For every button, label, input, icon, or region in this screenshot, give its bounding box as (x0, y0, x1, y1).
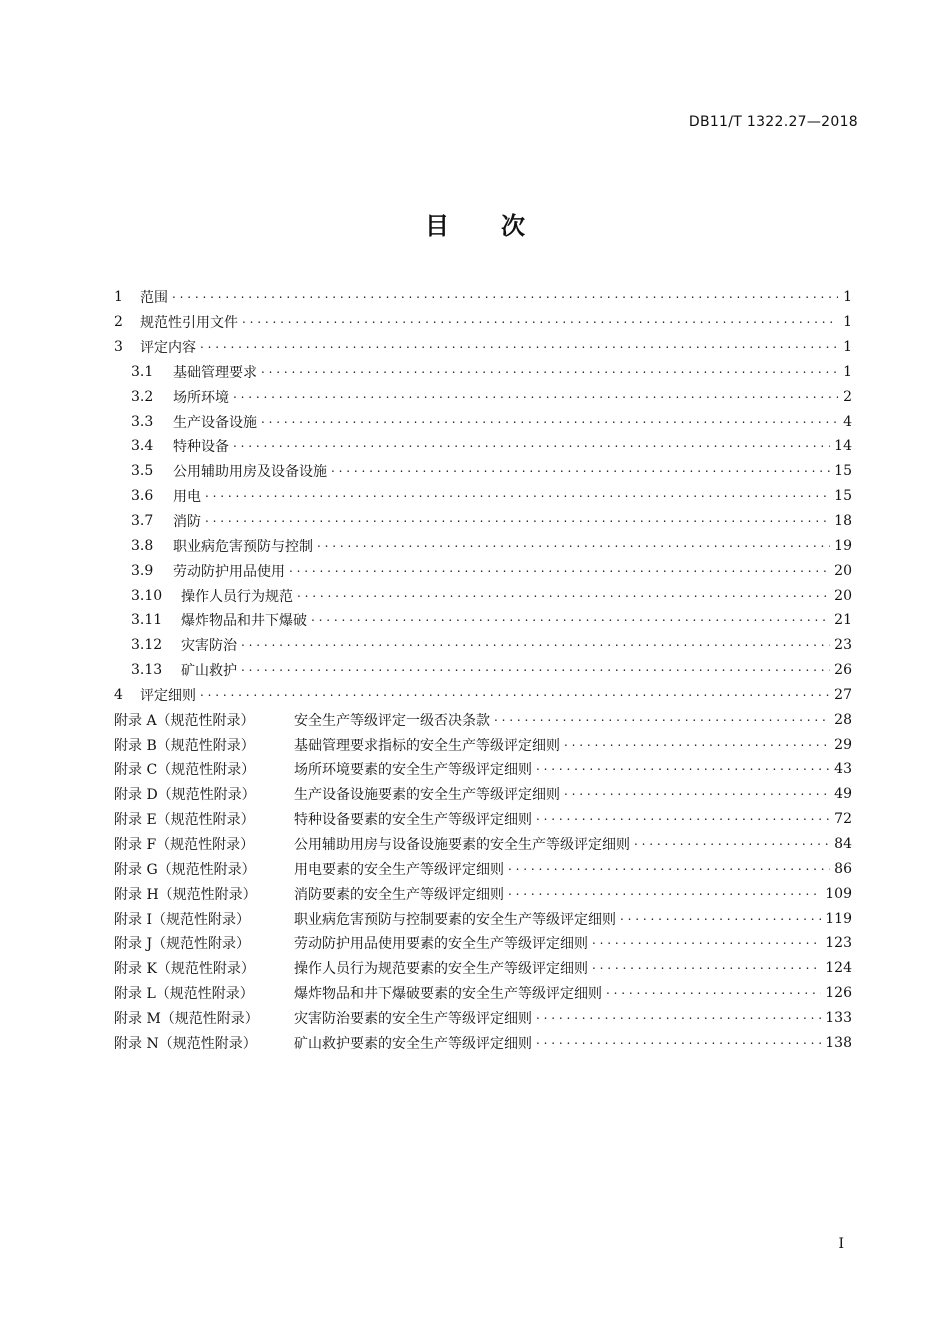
toc-entry-label: 评定内容 (140, 340, 196, 357)
toc-entry-label: 生产设备设施要素的安全生产等级评定细则 (294, 787, 560, 804)
toc-entry-label: 场所环境 (173, 389, 229, 406)
toc-entry-number: 3.5 (131, 463, 154, 480)
toc-dot-leader (297, 589, 830, 603)
toc-entry-label: 职业病危害预防与控制要素的安全生产等级评定细则 (294, 911, 616, 928)
toc-dot-leader (606, 986, 821, 1000)
toc-entry[interactable] (114, 310, 852, 335)
toc-dot-leader (536, 1036, 821, 1050)
toc-entry-page: 4 (843, 413, 852, 430)
toc-entry-label: 公用辅助用房及设备设施 (173, 464, 327, 481)
toc-entry[interactable] (114, 583, 852, 608)
title-char-2: 次 (501, 212, 525, 240)
toc-entry-page: 29 (834, 736, 852, 753)
toc-entry[interactable] (114, 409, 852, 434)
toc-entry-label: 用电要素的安全生产等级评定细则 (294, 861, 504, 878)
toc-entry-label: 爆炸物品和井下爆破要素的安全生产等级评定细则 (294, 986, 602, 1003)
toc-entry-number: 附录 E（规范性附录） (114, 812, 255, 829)
toc-entry[interactable] (114, 856, 852, 881)
toc-entry[interactable] (114, 558, 852, 583)
toc-dot-leader (233, 390, 838, 404)
toc-dot-leader (592, 936, 821, 950)
toc-entry-label: 劳动防护用品使用要素的安全生产等级评定细则 (294, 936, 588, 953)
toc-entry[interactable] (114, 285, 852, 310)
toc-entry[interactable] (114, 335, 852, 360)
toc-entry-page: 86 (834, 860, 852, 877)
toc-entry[interactable] (114, 1030, 852, 1055)
toc-entry-label: 劳动防护用品使用 (173, 563, 285, 580)
toc-entry[interactable] (114, 509, 852, 534)
toc-entry-label: 用电 (173, 489, 201, 506)
toc-entry-number: 附录 C（规范性附录） (114, 762, 256, 779)
toc-entry-number: 附录 H（规范性附录） (114, 886, 257, 903)
toc-dot-leader (592, 961, 821, 975)
toc-dot-leader (311, 613, 830, 627)
toc-entry-number: 3.9 (131, 562, 154, 579)
table-of-contents (114, 285, 852, 1055)
toc-entry[interactable] (114, 732, 852, 757)
toc-entry-page: 123 (825, 935, 852, 952)
toc-entry-page: 15 (834, 488, 852, 505)
toc-entry-number: 3.1 (131, 363, 154, 380)
toc-entry-label: 爆炸物品和井下爆破 (181, 613, 307, 630)
toc-entry-page: 21 (834, 612, 852, 629)
toc-entry[interactable] (114, 633, 852, 658)
toc-entry-page: 133 (825, 1009, 852, 1026)
title-char-1: 目 (425, 212, 449, 240)
toc-entry-label: 安全生产等级评定一级否决条款 (294, 712, 490, 729)
toc-entry-label: 公用辅助用房与设备设施要素的安全生产等级评定细则 (294, 836, 630, 853)
toc-entry[interactable] (114, 981, 852, 1006)
toc-entry-page: 109 (825, 885, 852, 902)
toc-entry-number: 3.11 (131, 612, 163, 629)
toc-dot-leader (200, 340, 838, 354)
toc-entry[interactable] (114, 906, 852, 931)
toc-entry-number: 附录 L（规范性附录） (114, 986, 254, 1003)
toc-entry[interactable] (114, 608, 852, 633)
document-code: DB11/T 1322.27—2018 (688, 114, 858, 130)
toc-dot-leader (205, 514, 830, 528)
toc-entry-label: 基础管理要求指标的安全生产等级评定细则 (294, 737, 560, 754)
toc-entry-label: 操作人员行为规范 (181, 588, 293, 605)
toc-entry-label: 消防要素的安全生产等级评定细则 (294, 886, 504, 903)
toc-entry-page: 2 (843, 388, 852, 405)
toc-entry-label: 消防 (173, 514, 201, 531)
toc-dot-leader (200, 688, 830, 702)
toc-entry-number: 附录 G（规范性附录） (114, 861, 256, 878)
toc-entry-number: 附录 B（规范性附录） (114, 737, 255, 754)
toc-entry-label: 特种设备 (173, 439, 229, 456)
toc-entry-label: 范围 (140, 290, 168, 307)
toc-entry-page: 1 (843, 314, 852, 331)
toc-dot-leader (564, 787, 830, 801)
toc-dot-leader (494, 713, 830, 727)
toc-entry[interactable] (114, 683, 852, 708)
toc-entry-label: 矿山救护要素的安全生产等级评定细则 (294, 1035, 532, 1052)
toc-entry-number: 附录 J（规范性附录） (114, 936, 251, 953)
toc-entry-page: 49 (834, 786, 852, 803)
toc-dot-leader (261, 365, 838, 379)
toc-entry-label: 职业病危害预防与控制 (173, 538, 313, 555)
toc-entry[interactable] (114, 931, 852, 956)
toc-entry[interactable] (114, 459, 852, 484)
toc-dot-leader (205, 489, 830, 503)
toc-dot-leader (172, 290, 838, 304)
toc-entry[interactable] (114, 707, 852, 732)
toc-entry-page: 28 (834, 711, 852, 728)
toc-dot-leader (634, 837, 830, 851)
toc-dot-leader (331, 464, 830, 478)
toc-entry-number: 附录 F（规范性附录） (114, 836, 255, 853)
toc-entry-number: 附录 K（规范性附录） (114, 961, 255, 978)
toc-entry[interactable] (114, 434, 852, 459)
toc-entry[interactable] (114, 384, 852, 409)
toc-entry-label: 生产设备设施 (173, 414, 257, 431)
toc-entry-label: 灾害防治 (181, 638, 237, 655)
toc-entry-label: 基础管理要求 (173, 364, 257, 381)
toc-dot-leader (242, 315, 838, 329)
toc-entry-number: 3.7 (131, 513, 154, 530)
toc-entry[interactable] (114, 881, 852, 906)
toc-entry[interactable] (114, 782, 852, 807)
toc-entry-number: 3.3 (131, 413, 154, 430)
toc-entry-page: 23 (834, 637, 852, 654)
toc-entry-label: 评定细则 (140, 687, 196, 704)
toc-dot-leader (261, 415, 838, 429)
toc-entry-page: 138 (825, 1034, 852, 1051)
toc-entry-number: 1 (114, 289, 123, 306)
toc-entry-page: 27 (834, 686, 852, 703)
toc-entry[interactable] (114, 484, 852, 509)
toc-entry-number: 附录 A（规范性附录） (114, 712, 255, 729)
toc-entry-label: 操作人员行为规范要素的安全生产等级评定细则 (294, 961, 588, 978)
toc-entry-label: 规范性引用文件 (140, 315, 238, 332)
toc-entry[interactable] (114, 807, 852, 832)
toc-dot-leader (564, 738, 830, 752)
toc-entry-label: 灾害防治要素的安全生产等级评定细则 (294, 1010, 532, 1027)
toc-entry-page: 126 (825, 985, 852, 1002)
toc-entry-page: 1 (843, 339, 852, 356)
toc-dot-leader (241, 638, 830, 652)
toc-entry-page: 26 (834, 662, 852, 679)
toc-entry[interactable] (114, 360, 852, 385)
page-title (0, 206, 950, 241)
toc-entry-page: 43 (834, 761, 852, 778)
toc-entry-page: 20 (834, 587, 852, 604)
toc-entry-number: 3.13 (131, 662, 163, 679)
toc-entry[interactable] (114, 956, 852, 981)
toc-dot-leader (508, 887, 821, 901)
toc-dot-leader (241, 663, 830, 677)
toc-entry[interactable] (114, 832, 852, 857)
toc-entry-number: 附录 D（规范性附录） (114, 787, 256, 804)
toc-dot-leader (536, 812, 830, 826)
toc-entry-page: 20 (834, 562, 852, 579)
toc-entry-number: 4 (114, 686, 123, 703)
toc-entry-number: 附录 I（规范性附录） (114, 911, 250, 928)
toc-entry-page: 72 (834, 811, 852, 828)
toc-entry[interactable] (114, 1005, 852, 1030)
toc-entry-page: 1 (843, 289, 852, 306)
toc-dot-leader (620, 912, 821, 926)
toc-entry-number: 附录 M（规范性附录） (114, 1010, 259, 1027)
toc-entry-number: 3.6 (131, 488, 154, 505)
toc-entry[interactable] (114, 757, 852, 782)
toc-entry-number: 3.4 (131, 438, 154, 455)
toc-entry-number: 2 (114, 314, 123, 331)
toc-entry-page: 15 (834, 463, 852, 480)
toc-entry-label: 场所环境要素的安全生产等级评定细则 (294, 762, 532, 779)
toc-dot-leader (536, 762, 830, 776)
toc-dot-leader (233, 439, 830, 453)
toc-entry-number: 3.10 (131, 587, 163, 604)
toc-entry-number: 3.2 (131, 388, 154, 405)
toc-dot-leader (317, 539, 830, 553)
toc-entry[interactable] (114, 533, 852, 558)
toc-dot-leader (508, 862, 830, 876)
toc-entry-number: 3.8 (131, 537, 154, 554)
toc-entry-number: 3 (114, 339, 123, 356)
toc-entry-page: 18 (834, 513, 852, 530)
toc-entry-page: 84 (834, 835, 852, 852)
toc-entry-page: 14 (834, 438, 852, 455)
toc-dot-leader (289, 564, 830, 578)
toc-entry-page: 124 (825, 960, 852, 977)
toc-entry-page: 119 (825, 910, 852, 927)
toc-entry-page: 1 (843, 363, 852, 380)
toc-entry-label: 矿山救护 (181, 663, 237, 680)
toc-entry-number: 3.12 (131, 637, 163, 654)
toc-dot-leader (536, 1011, 821, 1025)
toc-entry-number: 附录 N（规范性附录） (114, 1035, 257, 1052)
page-number: I (838, 1236, 844, 1252)
toc-entry-label: 特种设备要素的安全生产等级评定细则 (294, 812, 532, 829)
toc-entry-page: 19 (834, 537, 852, 554)
toc-entry[interactable] (114, 658, 852, 683)
